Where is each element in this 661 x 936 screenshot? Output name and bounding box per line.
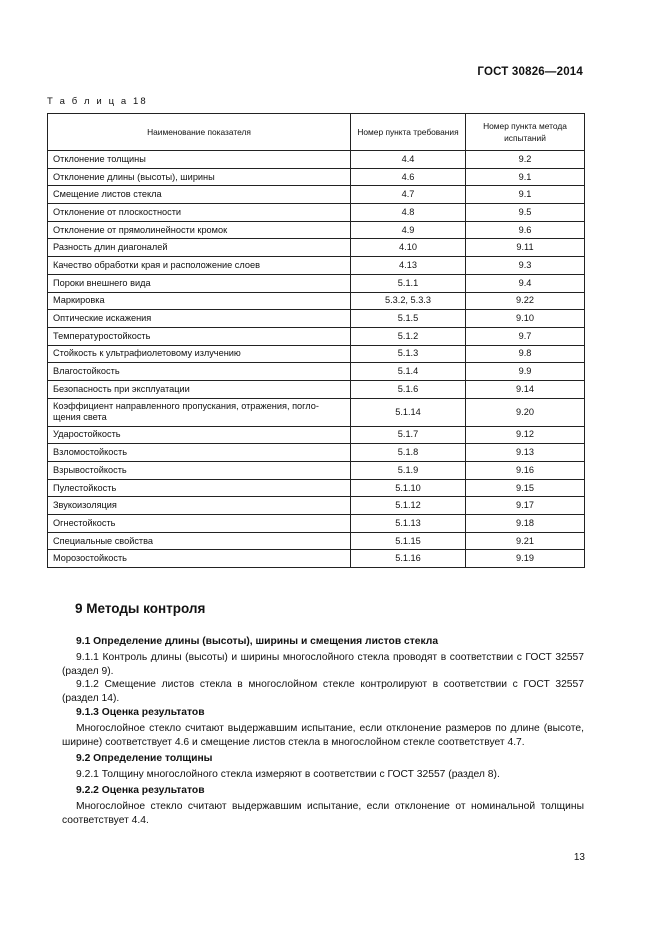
requirement-cell: 5.1.12 xyxy=(351,497,466,515)
table-caption: Т а б л и ц а 18 xyxy=(47,96,148,107)
indicator-cell: Взломостойкость xyxy=(48,444,351,462)
method-cell: 9.22 xyxy=(466,292,585,310)
table-row xyxy=(48,151,585,169)
requirement-cell: 4.10 xyxy=(351,239,466,257)
table-row xyxy=(48,239,585,257)
table-row xyxy=(48,426,585,444)
table-row xyxy=(48,345,585,363)
requirement-cell: 5.1.16 xyxy=(351,550,466,568)
requirement-cell: 5.1.8 xyxy=(351,444,466,462)
paragraph-9-2-2-text: Многослойное стекло считают выдержавшим испытание, если отклонение от номинальной толщины соответствует 4.4. xyxy=(62,801,584,826)
requirement-cell: 5.1.9 xyxy=(351,462,466,480)
requirement-cell: 5.1.14 xyxy=(351,398,466,426)
table-row xyxy=(48,497,585,515)
indicator-cell: Отклонение от прямолинейности кромок xyxy=(48,221,351,239)
requirement-cell: 4.13 xyxy=(351,257,466,275)
subsection-9-1-3-heading: 9.1.3 Оценка результатов xyxy=(76,707,205,718)
requirement-cell: 5.1.4 xyxy=(351,363,466,381)
requirement-cell: 5.3.2, 5.3.3 xyxy=(351,292,466,310)
indicator-cell: Огнестойкость xyxy=(48,515,351,533)
indicator-cell: Качество обработки края и расположение слоев xyxy=(48,257,351,275)
requirement-cell: 5.1.6 xyxy=(351,380,466,398)
subsection-9-2-2-heading: 9.2.2 Оценка результатов xyxy=(76,785,205,796)
indicator-cell: Температуростойкость xyxy=(48,327,351,345)
paragraph-9-2-1: 9.2.1 Толщину многослойного стекла измеряют в соответствии с ГОСТ 32557 (раздел 8). xyxy=(76,769,500,780)
indicator-cell: Стойкость к ультрафиолетовому излучению xyxy=(48,345,351,363)
method-cell: 9.19 xyxy=(466,550,585,568)
method-cell: 9.5 xyxy=(466,204,585,222)
table-row xyxy=(48,186,585,204)
column-header-requirement: Номер пункта требования xyxy=(351,114,466,151)
indicator-cell: Маркировка xyxy=(48,292,351,310)
indicator-cell: Безопасность при эксплуатации xyxy=(48,380,351,398)
table-row xyxy=(48,398,585,426)
paragraph-9-1-3-text: Многослойное стекло считают выдержавшим испытание, если отклонение размеров по длине (высоте, ширине) соответствует 4.6 и смещение листов стекла в многослойном стекле соответствует 4.7. xyxy=(62,723,584,748)
requirement-cell: 5.1.13 xyxy=(351,515,466,533)
requirement-cell: 4.6 xyxy=(351,168,466,186)
table-row xyxy=(48,221,585,239)
table-row xyxy=(48,479,585,497)
requirement-cell: 5.1.15 xyxy=(351,532,466,550)
method-cell: 9.8 xyxy=(466,345,585,363)
requirement-cell: 5.1.1 xyxy=(351,274,466,292)
indicator-cell: Оптические искажения xyxy=(48,310,351,328)
method-cell: 9.20 xyxy=(466,398,585,426)
method-cell: 9.3 xyxy=(466,257,585,275)
subsection-9-2-heading: 9.2 Определение толщины xyxy=(76,753,213,764)
method-cell: 9.15 xyxy=(466,479,585,497)
requirement-cell: 5.1.10 xyxy=(351,479,466,497)
table-row xyxy=(48,274,585,292)
paragraph-9-1-1: 9.1.1 Контроль длины (высоты) и ширины многослойного стекла проводят в соответствии с ГОСТ 32557 (раздел 9). xyxy=(62,652,584,677)
subsection-9-1-heading: 9.1 Определение длины (высоты), ширины и смещения листов стекла xyxy=(76,636,439,647)
method-cell: 9.10 xyxy=(466,310,585,328)
table-row xyxy=(48,532,585,550)
table-row xyxy=(48,168,585,186)
indicators-table xyxy=(47,113,585,568)
method-cell: 9.14 xyxy=(466,380,585,398)
table-row xyxy=(48,380,585,398)
requirement-cell: 5.1.7 xyxy=(351,426,466,444)
method-cell: 9.2 xyxy=(466,151,585,169)
method-cell: 9.6 xyxy=(466,221,585,239)
table-row xyxy=(48,204,585,222)
indicator-cell: Отклонение от плоскостности xyxy=(48,204,351,222)
requirement-cell: 5.1.5 xyxy=(351,310,466,328)
method-cell: 9.13 xyxy=(466,444,585,462)
indicator-cell: Коэффициент направленного пропускания, отражения, погло-щения света xyxy=(48,398,351,426)
method-cell: 9.17 xyxy=(466,497,585,515)
table-row xyxy=(48,550,585,568)
requirement-cell: 4.8 xyxy=(351,204,466,222)
table-row xyxy=(48,327,585,345)
method-cell: 9.18 xyxy=(466,515,585,533)
requirement-cell: 5.1.3 xyxy=(351,345,466,363)
indicator-cell: Специальные свойства xyxy=(48,532,351,550)
table-row xyxy=(48,444,585,462)
page-number: 13 xyxy=(573,852,585,863)
table-row xyxy=(48,310,585,328)
indicator-cell: Звукоизоляция xyxy=(48,497,351,515)
table-row xyxy=(48,515,585,533)
method-cell: 9.4 xyxy=(466,274,585,292)
table-row xyxy=(48,257,585,275)
column-header-test-method: Номер пункта метода испытаний xyxy=(466,114,585,151)
method-cell: 9.9 xyxy=(466,363,585,381)
indicator-cell: Пулестойкость xyxy=(48,479,351,497)
indicator-cell: Смещение листов стекла xyxy=(48,186,351,204)
table-row xyxy=(48,292,585,310)
method-cell: 9.11 xyxy=(466,239,585,257)
indicator-cell: Морозостойкость xyxy=(48,550,351,568)
paragraph-9-1-2: 9.1.2 Смещение листов стекла в многослойном стекле контролируют в соответствии с ГОСТ 32557 (раздел 14). xyxy=(62,679,584,704)
method-cell: 9.7 xyxy=(466,327,585,345)
requirement-cell: 4.4 xyxy=(351,151,466,169)
table-row xyxy=(48,462,585,480)
method-cell: 9.12 xyxy=(466,426,585,444)
method-cell: 9.16 xyxy=(466,462,585,480)
requirement-cell: 4.7 xyxy=(351,186,466,204)
indicator-cell: Пороки внешнего вида xyxy=(48,274,351,292)
method-cell: 9.1 xyxy=(466,168,585,186)
requirement-cell: 5.1.2 xyxy=(351,327,466,345)
method-cell: 9.1 xyxy=(466,186,585,204)
table-row xyxy=(48,363,585,381)
method-cell: 9.21 xyxy=(466,532,585,550)
column-header-indicator: Наименование показателя xyxy=(48,114,351,151)
indicator-cell: Отклонение длины (высоты), ширины xyxy=(48,168,351,186)
indicator-cell: Отклонение толщины xyxy=(48,151,351,169)
indicator-cell: Влагостойкость xyxy=(48,363,351,381)
requirement-cell: 4.9 xyxy=(351,221,466,239)
indicator-cell: Взрывостойкость xyxy=(48,462,351,480)
section-title: 9 Методы контроля xyxy=(75,601,206,616)
table-header-row xyxy=(48,114,585,151)
document-code: ГОСТ 30826—2014 xyxy=(477,66,583,78)
indicator-cell: Разность длин диагоналей xyxy=(48,239,351,257)
indicator-cell: Ударостойкость xyxy=(48,426,351,444)
